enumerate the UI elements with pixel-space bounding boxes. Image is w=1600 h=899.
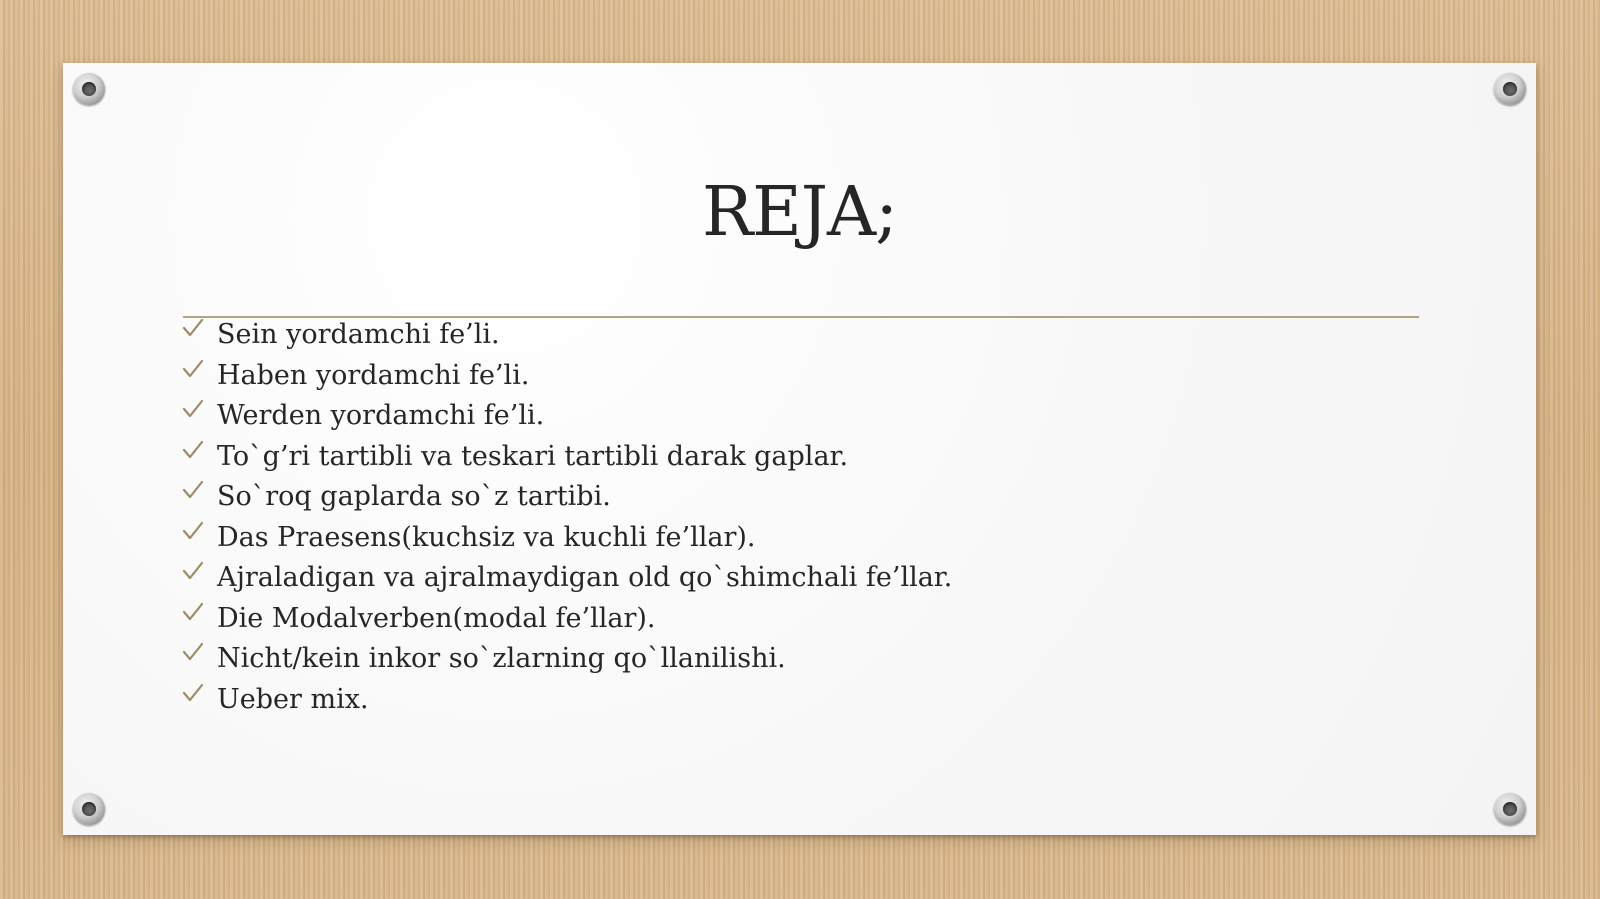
check-icon	[181, 519, 205, 543]
check-icon	[181, 316, 205, 340]
grommet-icon	[1494, 73, 1526, 105]
check-icon	[181, 600, 205, 624]
check-icon	[181, 438, 205, 462]
list-item	[181, 477, 952, 518]
check-icon	[181, 357, 205, 381]
list-item	[181, 680, 952, 721]
grommet-icon	[1494, 793, 1526, 825]
list-item-text: Ajraladigan va ajralmaydigan old qo`shimchali fe’llar.	[217, 562, 953, 593]
list-item	[181, 356, 952, 397]
grommet-icon	[73, 73, 105, 105]
list-item	[181, 396, 952, 437]
list-item-text: Haben yordamchi fe’li.	[217, 359, 530, 391]
plan-list	[181, 315, 952, 720]
check-icon	[181, 397, 205, 421]
list-item	[181, 315, 952, 356]
list-item-text: Ueber mix.	[217, 683, 369, 715]
list-item-text: Die Modalverben(modal fe’llar).	[217, 602, 656, 634]
list-item	[181, 558, 952, 599]
list-item	[181, 437, 952, 478]
list-item-text: Nicht/kein inkor so`zlarning qo`llanilishi.	[217, 643, 786, 674]
list-item-text: Sein yordamchi fe’li.	[217, 319, 500, 350]
check-icon	[181, 559, 205, 583]
check-icon	[181, 640, 205, 664]
list-item	[181, 599, 952, 640]
list-item-text: To`g’ri tartibli va teskari tartibli darak gaplar.	[217, 440, 849, 472]
list-item-text: Das Praesens(kuchsiz va kuchli fe’llar).	[217, 521, 756, 553]
list-item-text: Werden yordamchi fe’li.	[217, 400, 545, 431]
check-icon	[181, 681, 205, 705]
slide-card	[63, 63, 1536, 835]
list-item	[181, 518, 952, 559]
list-item-text: So`roq gaplarda so`z tartibi.	[217, 481, 611, 512]
list-item	[181, 639, 952, 680]
slide-title: REJA;	[701, 173, 898, 252]
grommet-icon	[73, 793, 105, 825]
check-icon	[181, 478, 205, 502]
